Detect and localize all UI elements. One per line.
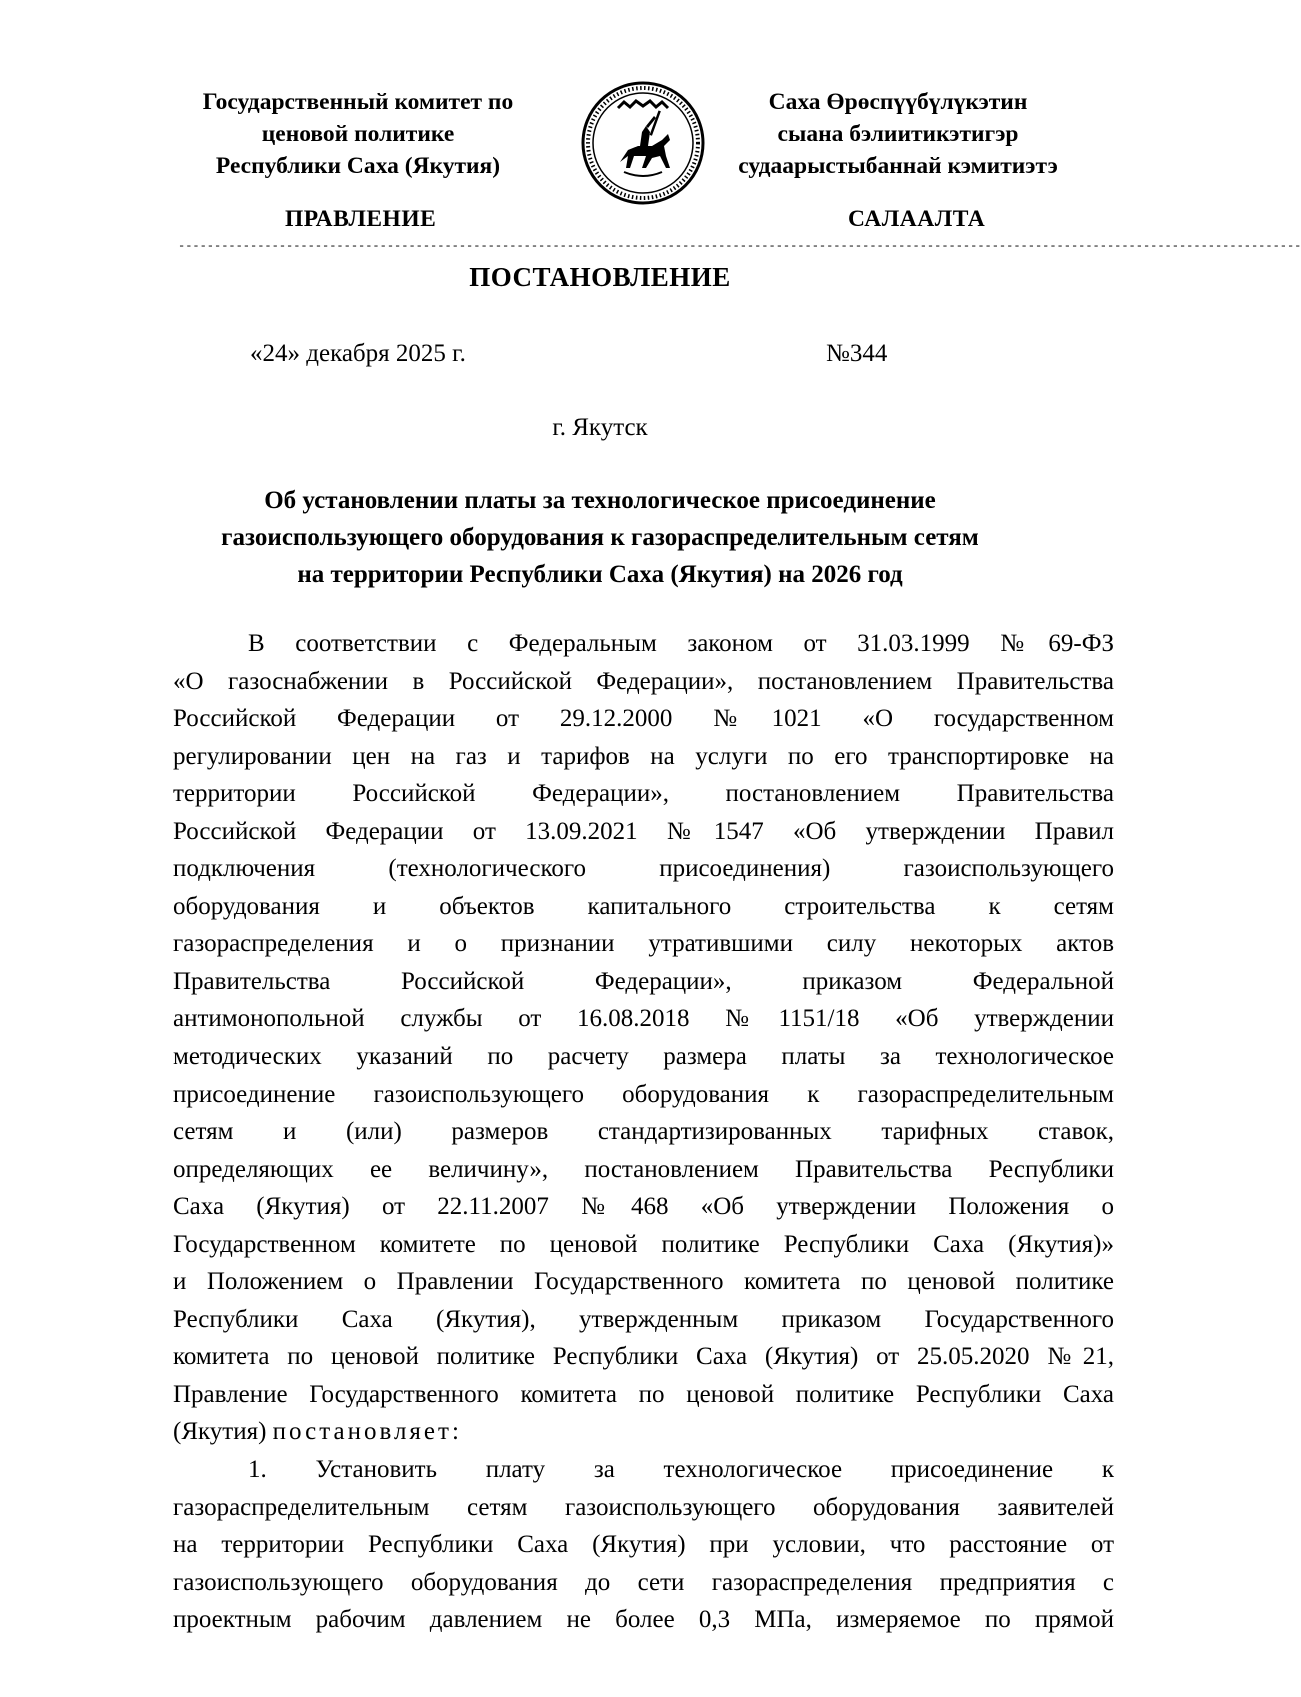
body-line: проектным рабочим давлением не более 0,3 МПа, измеряемое по прямой (173, 1606, 1114, 1634)
body-line: Правительства Российской Федерации», приказом Федеральной (173, 967, 1114, 995)
body-line: В соответствии с Федеральным законом от 31.03.1999 №69-ФЗ (248, 630, 1114, 657)
body-line: определяющих ее величину», постановлением Правительства Республики (173, 1155, 1114, 1183)
document-city: г. Якутск (552, 414, 648, 441)
title-line: газоиспользующего оборудования к газораспределительным сетям (221, 524, 979, 551)
body-line: сетям и (или) размеров стандартизированных тарифных ставок, (173, 1118, 1114, 1146)
document-type-heading: ПОСТАНОВЛЕНИЕ (469, 262, 731, 292)
body-line: и Положением о Правлении Государственного комитета по ценовой политике (173, 1268, 1114, 1296)
header-line: судаарыстыбаннай кэмитиэтэ (738, 153, 1058, 179)
body-line: регулировании цен на газ и тарифов на услуги по его транспортировке на (173, 742, 1114, 770)
body-line: Саха (Якутия) от 22.11.2007 №468 «Об утверждении Положения о (173, 1193, 1114, 1221)
body-line: на территории Республики Саха (Якутия) при условии, что расстояние от (173, 1531, 1114, 1559)
document-title (0, 482, 1200, 593)
title-line: Об установлении платы за технологическое присоединение (264, 487, 936, 514)
committee-name-yakut (688, 86, 1108, 182)
dashed-divider: ------------------------------------------------------------------------------------------------------------------------------------------------------------ (178, 239, 1301, 253)
body-line: газораспределительным сетям газоиспользующего оборудования заявителей (173, 1493, 1114, 1521)
board-label-yakut: САЛААЛТА (848, 206, 986, 232)
body-line: оборудования и объектов капитального строительства к сетям (173, 892, 1114, 920)
header-line: Республики Саха (Якутия) (215, 153, 501, 179)
body-line: «О газоснабжении в Российской Федерации», постановлением Правительства (173, 667, 1114, 695)
body-line: газораспределения и о признании утратившими силу некоторых актов (173, 930, 1114, 958)
body-line: газоиспользующего оборудования до сети газораспределения предприятия с (173, 1568, 1114, 1596)
header-line: ценовой политике (261, 121, 455, 147)
header-line: Саха Өрөспүүбүлүкэтин (768, 89, 1028, 115)
body-line: Государственном комитете по ценовой политике Республики Саха (Якутия)» (173, 1230, 1114, 1258)
body-text: (Якутия) (173, 1418, 273, 1446)
body-line: присоединение газоиспользующего оборудования к газораспределительным (173, 1080, 1114, 1108)
title-line: на территории Республики Саха (Якутия) на 2026 год (297, 561, 903, 588)
header-line: Государственный комитет по (202, 89, 514, 115)
header-line: сыана бэлиитикэтигэр (777, 121, 1019, 147)
document-number: №344 (826, 340, 888, 367)
document-date: «24» декабря 2025 г. (250, 340, 466, 367)
body-line: методических указаний по расчету размера платы за технологическое (173, 1043, 1114, 1071)
body-line: антимонопольной службы от 16.08.2018 №1151/18 «Об утверждении (173, 1005, 1114, 1033)
body-line: подключения (технологического присоединения) газоиспользующего (173, 855, 1114, 883)
body-line: 1. Установить плату за технологическое присоединение к (248, 1456, 1114, 1484)
body-line: территории Российской Федерации», постановлением Правительства (173, 780, 1114, 808)
body-line: Правление Государственного комитета по ценовой политике Республики Саха (173, 1380, 1114, 1408)
body-line: Российской Федерации от 13.09.2021 №1547 «Об утверждении Правил (173, 817, 1114, 845)
document-body (173, 625, 1114, 1639)
body-line: комитета по ценовой политике Республики Саха (Якутия) от 25.05.2020 №21, (173, 1343, 1114, 1371)
body-line: Российской Федерации от 29.12.2000 №1021 «О государственном (173, 705, 1114, 733)
committee-name-russian (148, 86, 568, 182)
board-label-russian: ПРАВЛЕНИЕ (285, 206, 437, 232)
body-line-last (173, 1413, 1114, 1451)
resolution-keyword: постановляет: (272, 1418, 462, 1446)
body-line: Республики Саха (Якутия), утвержденным приказом Государственного (173, 1305, 1114, 1333)
